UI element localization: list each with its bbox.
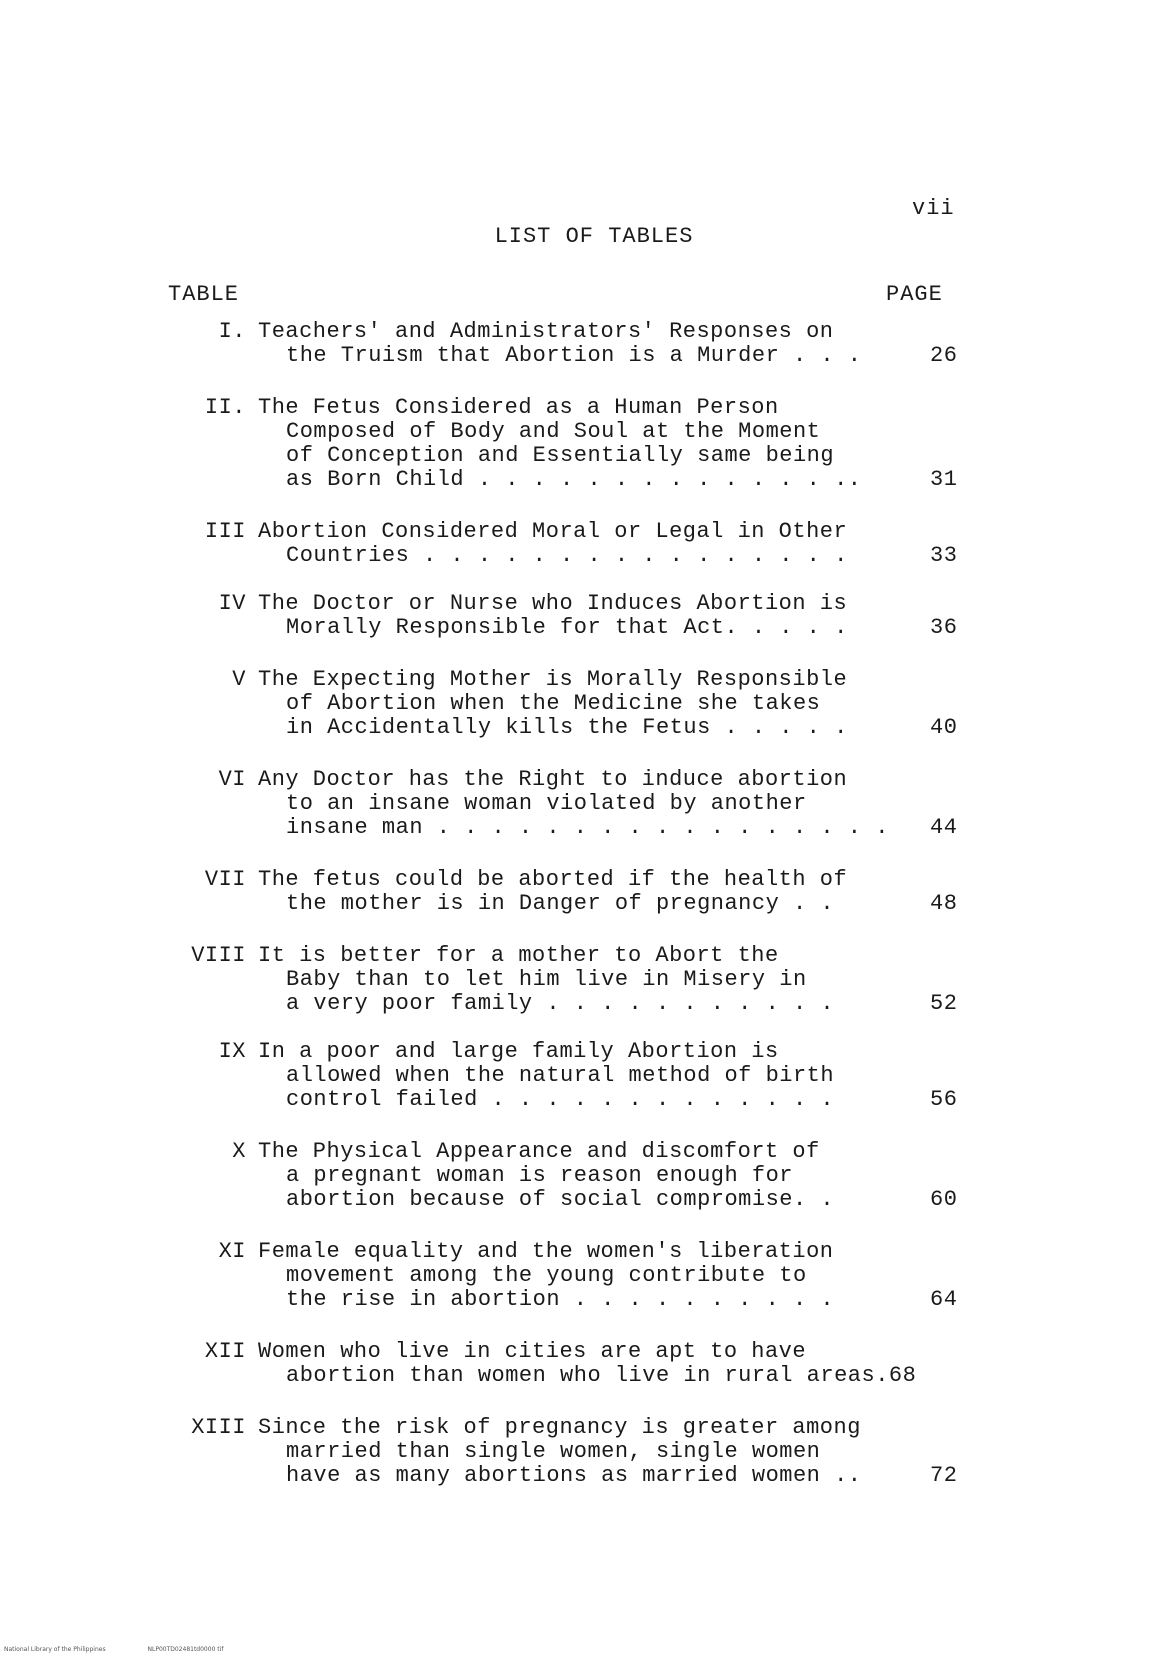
- list-item: [0, 944, 1168, 1016]
- list-item: [0, 668, 1168, 740]
- table-caption: [258, 320, 908, 368]
- library-credit: National Library of the Philippines: [4, 1646, 106, 1653]
- caption-line: abortion because of social compromise. .: [286, 1187, 835, 1212]
- page-reference: 52: [930, 991, 958, 1016]
- list-item: [0, 520, 1168, 568]
- table-numeral: I.: [218, 319, 246, 344]
- page-reference: 44: [930, 815, 958, 840]
- caption-line: The Doctor or Nurse who Induces Abortion is: [258, 591, 848, 616]
- page-reference: 56: [930, 1087, 958, 1112]
- caption-line: married than single women, single women: [286, 1439, 821, 1464]
- table-numeral: II.: [204, 395, 246, 420]
- caption-line: to an insane woman violated by another: [286, 791, 807, 816]
- list-item: [0, 1340, 1168, 1388]
- page-reference: 72: [930, 1463, 958, 1488]
- table-numeral: VII: [204, 867, 246, 892]
- table-numeral: XIII: [191, 1415, 246, 1440]
- file-identifier: NLP00TD02481td0000 tif: [147, 1646, 224, 1653]
- table-caption: [258, 768, 908, 840]
- list-item: [0, 1240, 1168, 1312]
- page-column-header: PAGE: [886, 282, 943, 307]
- page-reference: 36: [930, 615, 958, 640]
- table-caption: [258, 1416, 908, 1488]
- table-numeral: III: [204, 519, 246, 544]
- caption-line: Abortion Considered Moral or Legal in Other: [258, 519, 848, 544]
- caption-line: Since the risk of pregnancy is greater among: [258, 1415, 861, 1440]
- list-item: [0, 592, 1168, 640]
- table-numeral: IV: [218, 591, 246, 616]
- table-numeral: VI: [218, 767, 246, 792]
- caption-line: abortion than women who live in rural areas.68: [286, 1363, 917, 1388]
- caption-line: In a poor and large family Abortion is: [258, 1039, 779, 1064]
- caption-line: as Born Child . . . . . . . . . . . . . ..: [286, 467, 862, 492]
- caption-line: allowed when the natural method of birth: [286, 1063, 835, 1088]
- caption-line: a pregnant woman is reason enough for: [286, 1163, 793, 1188]
- table-column-header: TABLE: [168, 282, 240, 307]
- caption-line: insane man . . . . . . . . . . . . . . . . .: [286, 815, 889, 840]
- caption-line: The Expecting Mother is Morally Responsible: [258, 667, 848, 692]
- table-caption: [258, 944, 908, 1016]
- list-item: [0, 1416, 1168, 1488]
- caption-line: the Truism that Abortion is a Murder . . .: [286, 343, 862, 368]
- table-caption: [258, 868, 908, 916]
- caption-line: Female equality and the women's liberation: [258, 1239, 834, 1264]
- page-reference: 48: [930, 891, 958, 916]
- page-number: vii: [912, 196, 955, 221]
- caption-line: The fetus could be aborted if the health of: [258, 867, 848, 892]
- caption-line: Countries . . . . . . . . . . . . . . . .: [286, 543, 848, 568]
- table-caption: [258, 1240, 908, 1312]
- table-caption: [258, 1140, 908, 1212]
- caption-line: a very poor family . . . . . . . . . . .: [286, 991, 835, 1016]
- list-item: [0, 768, 1168, 840]
- table-numeral: IX: [218, 1039, 246, 1064]
- page-reference: 31: [930, 467, 958, 492]
- caption-line: Composed of Body and Soul at the Moment: [286, 419, 821, 444]
- table-numeral: VIII: [191, 943, 246, 968]
- list-item: [0, 868, 1168, 916]
- caption-line: the mother is in Danger of pregnancy . .: [286, 891, 835, 916]
- page-reference: 60: [930, 1187, 958, 1212]
- caption-line: of Conception and Essentially same being: [286, 443, 835, 468]
- caption-line: The Fetus Considered as a Human Person: [258, 395, 779, 420]
- table-caption: [258, 520, 908, 568]
- caption-line: Women who live in cities are apt to have: [258, 1339, 807, 1364]
- page-title: LIST OF TABLES: [494, 224, 694, 249]
- table-numeral: XI: [218, 1239, 246, 1264]
- caption-line: Baby than to let him live in Misery in: [286, 967, 807, 992]
- caption-line: Any Doctor has the Right to induce abortion: [258, 767, 848, 792]
- caption-line: control failed . . . . . . . . . . . . .: [286, 1087, 835, 1112]
- caption-line: have as many abortions as married women ..: [286, 1463, 862, 1488]
- table-caption: [258, 1040, 908, 1112]
- page-reference: 33: [930, 543, 958, 568]
- table-caption: [258, 396, 908, 492]
- table-numeral: X: [232, 1139, 246, 1164]
- list-item: [0, 1140, 1168, 1212]
- page-reference: 26: [930, 343, 958, 368]
- table-numeral: XII: [204, 1339, 246, 1364]
- list-item: [0, 320, 1168, 368]
- table-caption: [258, 1339, 917, 1388]
- list-item: [0, 1040, 1168, 1112]
- caption-line: movement among the young contribute to: [286, 1263, 807, 1288]
- scan-footer: [4, 1646, 263, 1653]
- table-numeral: V: [232, 667, 246, 692]
- caption-line: the rise in abortion . . . . . . . . . .: [286, 1287, 835, 1312]
- list-item: [0, 396, 1168, 492]
- caption-line: The Physical Appearance and discomfort of: [258, 1139, 820, 1164]
- caption-line: in Accidentally kills the Fetus . . . . .: [286, 715, 848, 740]
- caption-line: of Abortion when the Medicine she takes: [286, 691, 821, 716]
- caption-line: Teachers' and Administrators' Responses on: [258, 319, 834, 344]
- caption-line: It is better for a mother to Abort the: [258, 943, 779, 968]
- page-reference: 64: [930, 1287, 958, 1312]
- table-caption: [258, 592, 908, 640]
- caption-line: Morally Responsible for that Act. . . . .: [286, 615, 848, 640]
- page-reference: 40: [930, 715, 958, 740]
- table-caption: [258, 668, 908, 740]
- table-list: [0, 320, 1168, 1488]
